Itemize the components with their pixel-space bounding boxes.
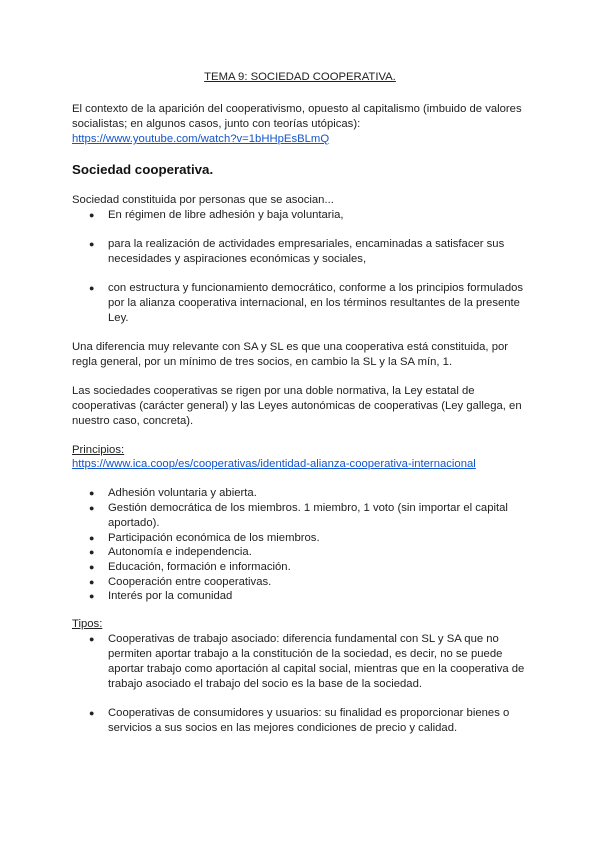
bullet-icon: ● [89, 634, 95, 644]
bullet-icon: ● [89, 533, 95, 543]
normativa-line-3: nuestro caso, concreta). [72, 415, 194, 427]
tipo-item-1-line-4: trabajo asociado el trabajo del socio es la base de la sociedad. [108, 678, 423, 690]
normativa-line-1: Las sociedades cooperativas se rigen por una doble normativa, la Ley estatal de [72, 385, 475, 397]
definition-bullet-2-line-1: para la realización de actividades empresariales, encaminadas a satisfacer sus [108, 238, 505, 250]
difference-line-1: Una diferencia muy relevante con SA y SL es que una cooperativa está constituida, por [72, 341, 509, 353]
page-title: TEMA 9: SOCIEDAD COOPERATIVA. [204, 71, 396, 83]
principio-item-1: Adhesión voluntaria y abierta. [108, 487, 257, 499]
intro-line-2: socialistas; en algunos casos, junto con teorías utópicas): [72, 118, 361, 130]
bullet-icon: ● [89, 591, 95, 601]
bullet-icon: ● [89, 283, 95, 293]
youtube-link[interactable]: https://www.youtube.com/watch?v=1bHHpEsBLmQ [72, 133, 330, 145]
bullet-icon: ● [89, 562, 95, 572]
principio-item-7: Interés por la comunidad [108, 590, 233, 602]
bullet-icon: ● [89, 488, 95, 498]
tipos-label: Tipos: [72, 618, 103, 630]
tipo-item-2-line-2: servicios a sus socios en las mejores condiciones de precio y calidad. [108, 722, 458, 734]
bullet-icon: ● [89, 210, 95, 220]
principio-item-5: Educación, formación e información. [108, 561, 291, 573]
bullet-icon: ● [89, 708, 95, 718]
ica-link[interactable]: https://www.ica.coop/es/cooperativas/identidad-alianza-cooperativa-internacional [72, 458, 476, 470]
section-heading: Sociedad cooperativa. [72, 162, 214, 177]
definition-bullet-3-line-1: con estructura y funcionamiento democrático, conforme a los principios formulados [108, 282, 524, 294]
tipo-item-1-line-3: aportar trabajo como aportación al capital social, mientras que en la cooperativa de [108, 663, 525, 675]
bullet-icon: ● [89, 239, 95, 249]
normativa-line-2: cooperativas (carácter general) y las Leyes autonómicas de cooperativas (Ley gallega, en [72, 400, 522, 412]
tipo-item-2-line-1: Cooperativas de consumidores y usuarios: su finalidad es proporcionar bienes o [108, 707, 510, 719]
bullet-icon: ● [89, 503, 95, 513]
definition-bullet-3-line-2: por la alianza cooperativa internacional, en los términos resultantes de la presente [108, 297, 520, 309]
bullet-icon: ● [89, 577, 95, 587]
difference-line-2: regla general, por un mínimo de tres socios, en cambio la SL y la SA mín, 1. [72, 356, 453, 368]
principio-item-2-line-2: aportado). [108, 517, 160, 529]
definition-bullet-2-line-2: necesidades y aspiraciones económicas y sociales, [108, 253, 367, 265]
definition-lead: Sociedad constituida por personas que se asocian... [72, 194, 334, 206]
definition-bullet-1: En régimen de libre adhesión y baja voluntaria, [108, 209, 344, 221]
bullet-icon: ● [89, 547, 95, 557]
definition-bullet-3-line-3: Ley. [108, 312, 129, 324]
intro-line-1: El contexto de la aparición del cooperativismo, opuesto al capitalismo (imbuido de valores [72, 103, 522, 115]
principio-item-2-line-1: Gestión democrática de los miembros. 1 miembro, 1 voto (sin importar el capital [108, 502, 508, 514]
principio-item-4: Autonomía e independencia. [108, 546, 252, 558]
tipo-item-1-line-2: permiten aportar trabajo a la constitución de la sociedad, es decir, no se puede [108, 648, 503, 660]
tipo-item-1-line-1: Cooperativas de trabajo asociado: diferencia fundamental con SL y SA que no [108, 633, 499, 645]
principios-label: Principios: [72, 444, 125, 456]
principio-item-6: Cooperación entre cooperativas. [108, 576, 272, 588]
principio-item-3: Participación económica de los miembros. [108, 532, 320, 544]
